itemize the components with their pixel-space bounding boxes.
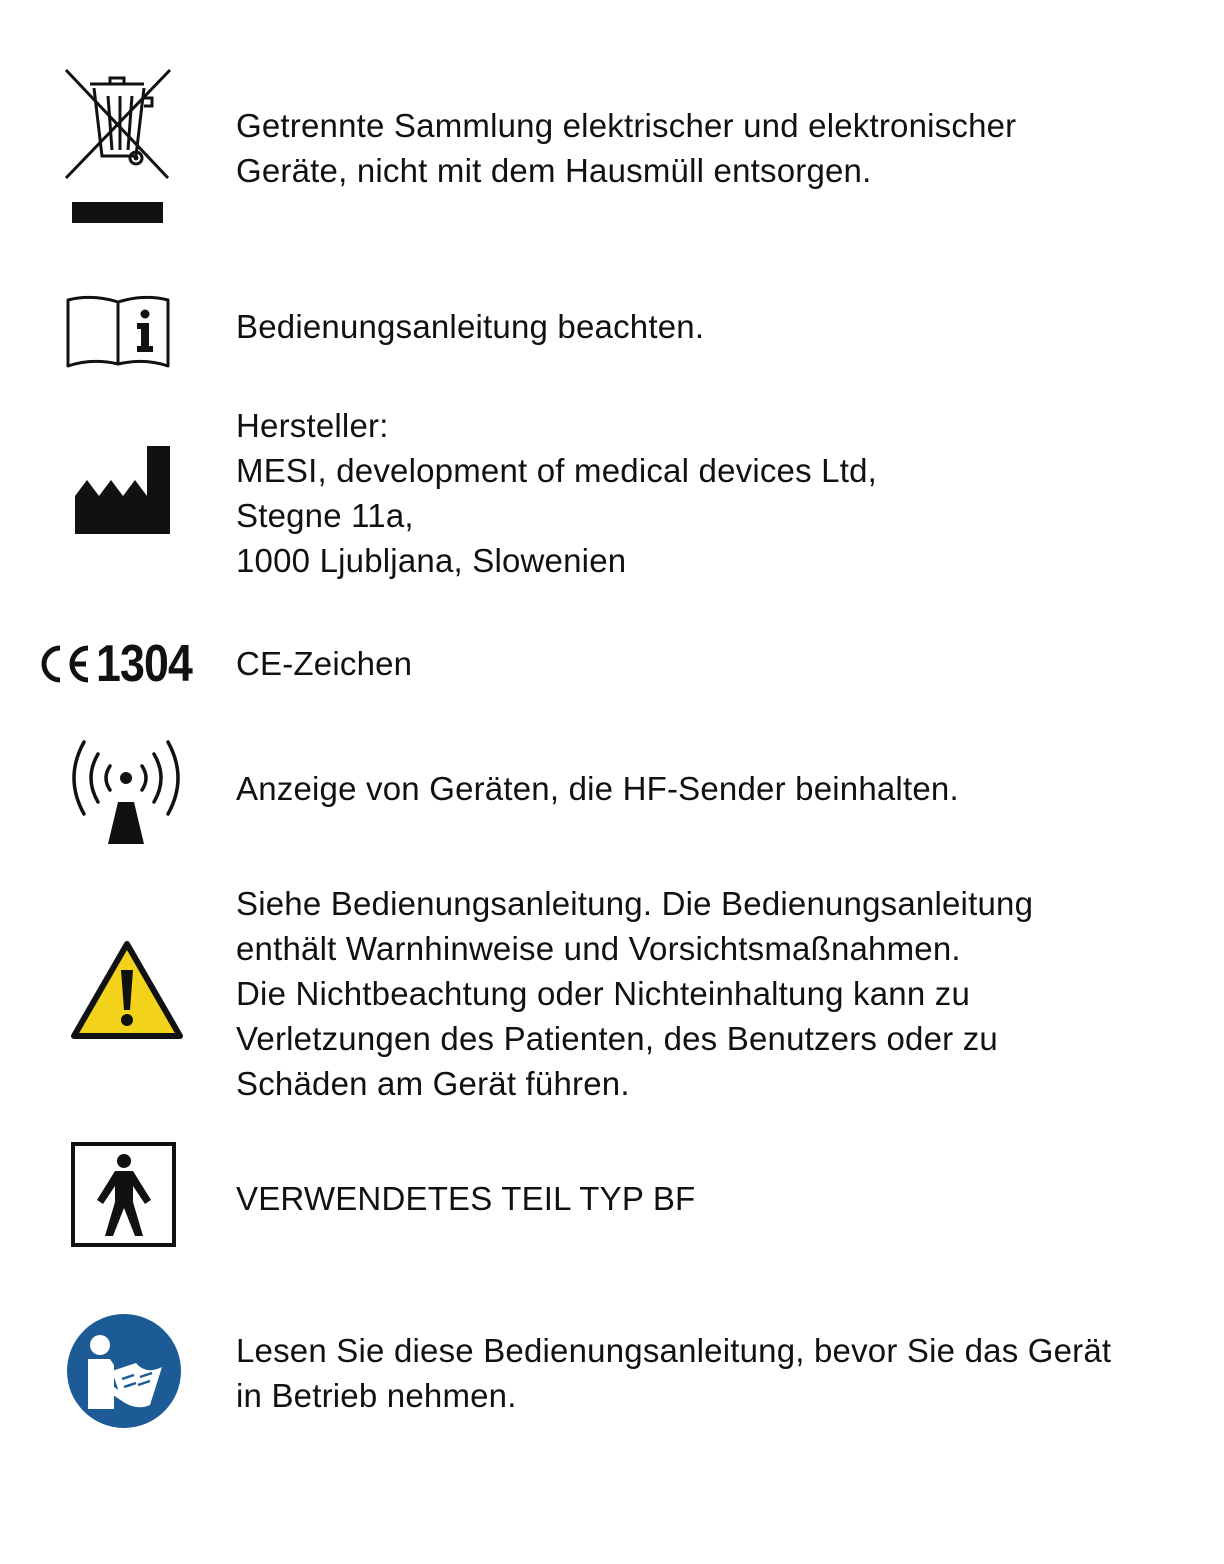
- manufacturer-name: MESI, development of medical devices Ltd,: [236, 452, 878, 489]
- rf-transmitter-description: Anzeige von Geräten, die HF-Sender beinhalten.: [236, 770, 959, 807]
- weee-description-line-2: Geräte, nicht mit dem Hausmüll entsorgen.: [236, 152, 872, 189]
- type-bf-description: VERWENDETES TEIL TYP BF: [236, 1180, 696, 1217]
- ce-mark-description: CE-Zeichen: [236, 645, 413, 682]
- warning-triangle-icon: [70, 940, 184, 1042]
- weee-description-line-1: Getrennte Sammlung elektrischer und elektronischer: [236, 107, 1017, 144]
- type-bf-applied-part-icon: [71, 1142, 177, 1248]
- weee-crossed-bin-icon: [60, 66, 172, 226]
- manufacturer-factory-icon: [75, 446, 171, 534]
- read-manual-mandatory-icon: [66, 1313, 182, 1429]
- operating-instructions-description: Bedienungsanleitung beachten.: [236, 308, 705, 345]
- manufacturer-city: 1000 Ljubljana, Slowenien: [236, 542, 627, 579]
- warning-description-line-5: Schäden am Gerät führen.: [236, 1065, 630, 1102]
- warning-description-line-1: Siehe Bedienungsanleitung. Die Bedienungsanleitung: [236, 885, 1034, 922]
- ce-letters: [38, 644, 94, 684]
- warning-description-line-4: Verletzungen des Patienten, des Benutzers oder zu: [236, 1020, 998, 1057]
- operating-instructions-icon: [66, 294, 172, 370]
- warning-description-line-2: enthält Warnhinweise und Vorsichtsmaßnahmen.: [236, 930, 961, 967]
- manufacturer-street: Stegne 11a,: [236, 497, 414, 534]
- ce-notified-body-number: 1304: [96, 635, 193, 693]
- non-ionizing-radiation-icon: [64, 740, 188, 846]
- read-manual-description-line-2: in Betrieb nehmen.: [236, 1377, 517, 1414]
- warning-description-line-3: Die Nichtbeachtung oder Nichteinhaltung kann zu: [236, 975, 971, 1012]
- ce-mark-icon: [38, 636, 208, 692]
- read-manual-description-line-1: Lesen Sie diese Bedienungsanleitung, bevor Sie das Gerät: [236, 1332, 1112, 1369]
- manufacturer-label: Hersteller:: [236, 407, 389, 444]
